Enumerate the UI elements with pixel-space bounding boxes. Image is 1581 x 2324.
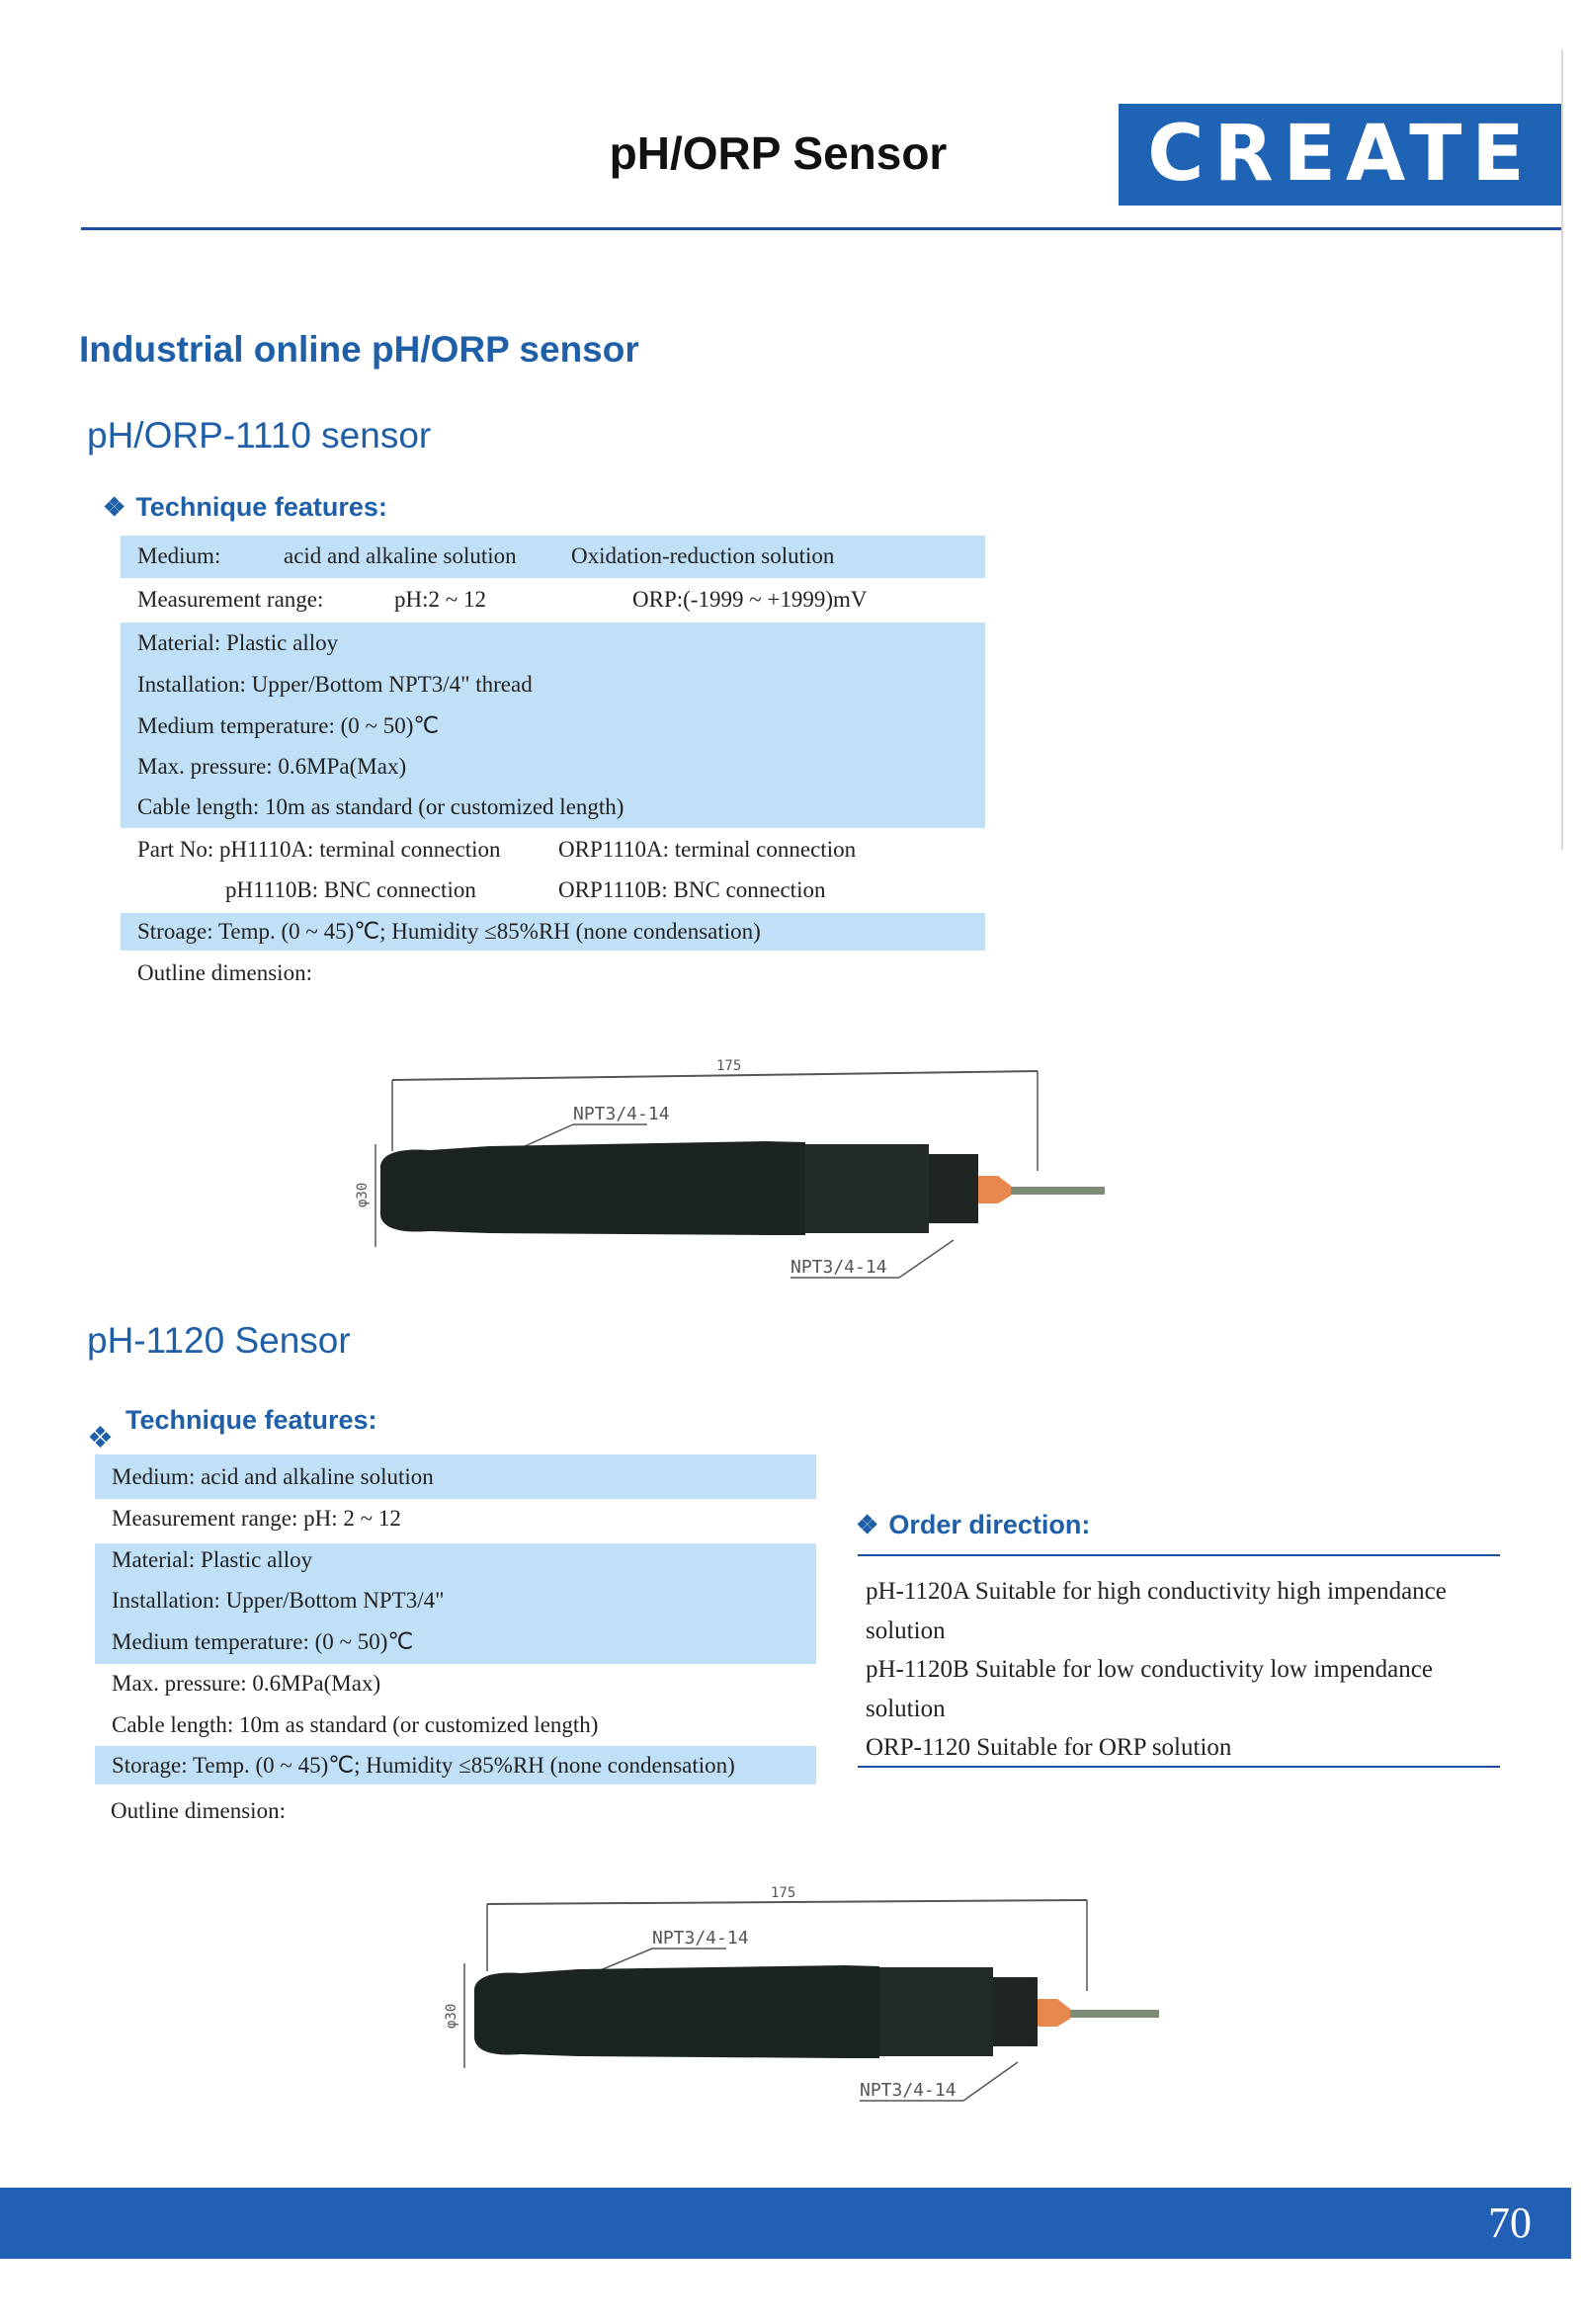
header-divider <box>81 227 1563 230</box>
spec-row-medium <box>121 536 835 577</box>
spec-table-1120 <box>95 1454 816 1784</box>
thread-label-top: NPT3/4-14 <box>652 1928 749 1949</box>
spec-row-part-no-b <box>121 870 826 911</box>
sensor-thread-section <box>929 1154 978 1223</box>
model-1120-title: pH-1120 Sensor <box>87 1320 351 1361</box>
order-line: solution <box>866 1618 946 1644</box>
spec-value: pH:2 ~ 12 <box>394 587 486 612</box>
order-line: ORP-1120 Suitable for ORP solution <box>866 1734 1232 1761</box>
features-heading-1110 <box>103 492 387 523</box>
sensor-cable <box>1011 1187 1105 1195</box>
cable-gland <box>1038 1999 1070 2027</box>
logo-text: CREATE <box>1147 110 1535 199</box>
spec-value: Part No: pH1110A: terminal connection <box>137 837 501 862</box>
spec-value: ORP1110B: BNC connection <box>558 877 826 902</box>
sensor-thread-section <box>993 1977 1038 2046</box>
thread-label-bottom: NPT3/4-14 <box>860 2080 957 2101</box>
spec-row-cable-length: Cable length: 10m as standard (or customized length) <box>112 1712 599 1737</box>
sensor-cable <box>1070 2010 1159 2018</box>
sensor-thread-section <box>879 1967 993 2056</box>
spec-value: pH1110B: BNC connection <box>225 877 476 902</box>
spec-row-max-pressure: Max. pressure: 0.6MPa(Max) <box>137 754 407 779</box>
order-divider-top <box>858 1554 1500 1556</box>
sensor-outline-drawing-1110 <box>351 1047 1141 1294</box>
spec-table-1110 <box>121 536 985 951</box>
spec-value: acid and alkaline solution <box>284 543 517 568</box>
section-title: Industrial online pH/ORP sensor <box>79 329 639 370</box>
spec-row-max-pressure: Max. pressure: 0.6MPa(Max) <box>112 1671 381 1696</box>
spec-value: ORP1110A: terminal connection <box>558 837 857 862</box>
spec-value: ORP:(-1999 ~ +1999)mV <box>632 587 868 612</box>
spec-row-range: Measurement range: pH: 2 ~ 12 <box>112 1506 401 1531</box>
diamond-bullet-icon: ❖ <box>103 492 126 522</box>
length-dimension: 175 <box>771 1885 796 1901</box>
page-footer-band <box>0 2188 1571 2259</box>
spec-row-medium: Medium: acid and alkaline solution <box>112 1464 434 1489</box>
diamond-bullet-icon: ❖ <box>87 1422 114 1454</box>
sensor-body <box>380 1141 805 1235</box>
spec-row-storage: Stroage: Temp. (0 ~ 45)℃; Humidity ≤85%RH (none condensation) <box>137 919 761 944</box>
diameter-dimension: φ30 <box>355 1182 371 1207</box>
order-divider-bottom <box>858 1766 1500 1768</box>
order-line: pH-1120A Suitable for high conductivity high impendance <box>866 1578 1447 1605</box>
order-heading-text: Order direction: <box>888 1510 1091 1539</box>
thread-label-bottom: NPT3/4-14 <box>790 1257 887 1278</box>
spec-row-storage: Storage: Temp. (0 ~ 45)℃; Humidity ≤85%RH (none condensation) <box>112 1753 735 1778</box>
page-number: 70 <box>1488 2199 1532 2247</box>
spec-row-cable-length: Cable length: 10m as standard (or customized length) <box>137 794 624 819</box>
thread-label-top: NPT3/4-14 <box>573 1104 670 1124</box>
diameter-dimension: φ30 <box>444 2003 459 2029</box>
sensor-body <box>474 1965 879 2058</box>
spec-label: Medium: <box>137 543 221 568</box>
length-dimension: 175 <box>716 1058 742 1074</box>
outline-dimension-label: Outline dimension: <box>137 960 312 985</box>
spec-row-material: Material: Plastic alloy <box>112 1547 313 1572</box>
spec-row-range <box>121 579 868 621</box>
spec-row-installation: Installation: Upper/Bottom NPT3/4" <box>112 1588 445 1613</box>
page-title: pH/ORP Sensor <box>609 127 948 179</box>
brand-logo <box>1119 104 1563 206</box>
spec-row-medium-temperature: Medium temperature: (0 ~ 50)℃ <box>112 1629 414 1654</box>
order-line: solution <box>866 1696 946 1722</box>
diamond-bullet-icon: ❖ <box>856 1510 879 1539</box>
order-line: pH-1120B Suitable for low conductivity low impendance <box>866 1656 1433 1683</box>
model-1110-title: pH/ORP-1110 sensor <box>87 415 432 456</box>
sensor-outline-drawing-1120 <box>440 1872 1191 2119</box>
spec-row-installation: Installation: Upper/Bottom NPT3/4" thread <box>137 672 533 697</box>
spec-row-part-no-a <box>121 829 857 871</box>
spec-row-material: Material: Plastic alloy <box>137 630 339 655</box>
spec-value: Oxidation-reduction solution <box>571 543 835 568</box>
sensor-thread-section <box>805 1144 929 1233</box>
table-band <box>121 536 985 578</box>
spec-row-medium-temperature: Medium temperature: (0 ~ 50)℃ <box>137 713 440 738</box>
cable-gland <box>978 1176 1011 1204</box>
features-heading-1120: Technique features: <box>125 1405 377 1435</box>
page-edge-line <box>1561 49 1563 850</box>
order-direction-heading <box>856 1510 1090 1540</box>
features-heading-text: Technique features: <box>135 492 387 522</box>
outline-dimension-label: Outline dimension: <box>111 1798 286 1823</box>
spec-label: Measurement range: <box>137 587 324 612</box>
